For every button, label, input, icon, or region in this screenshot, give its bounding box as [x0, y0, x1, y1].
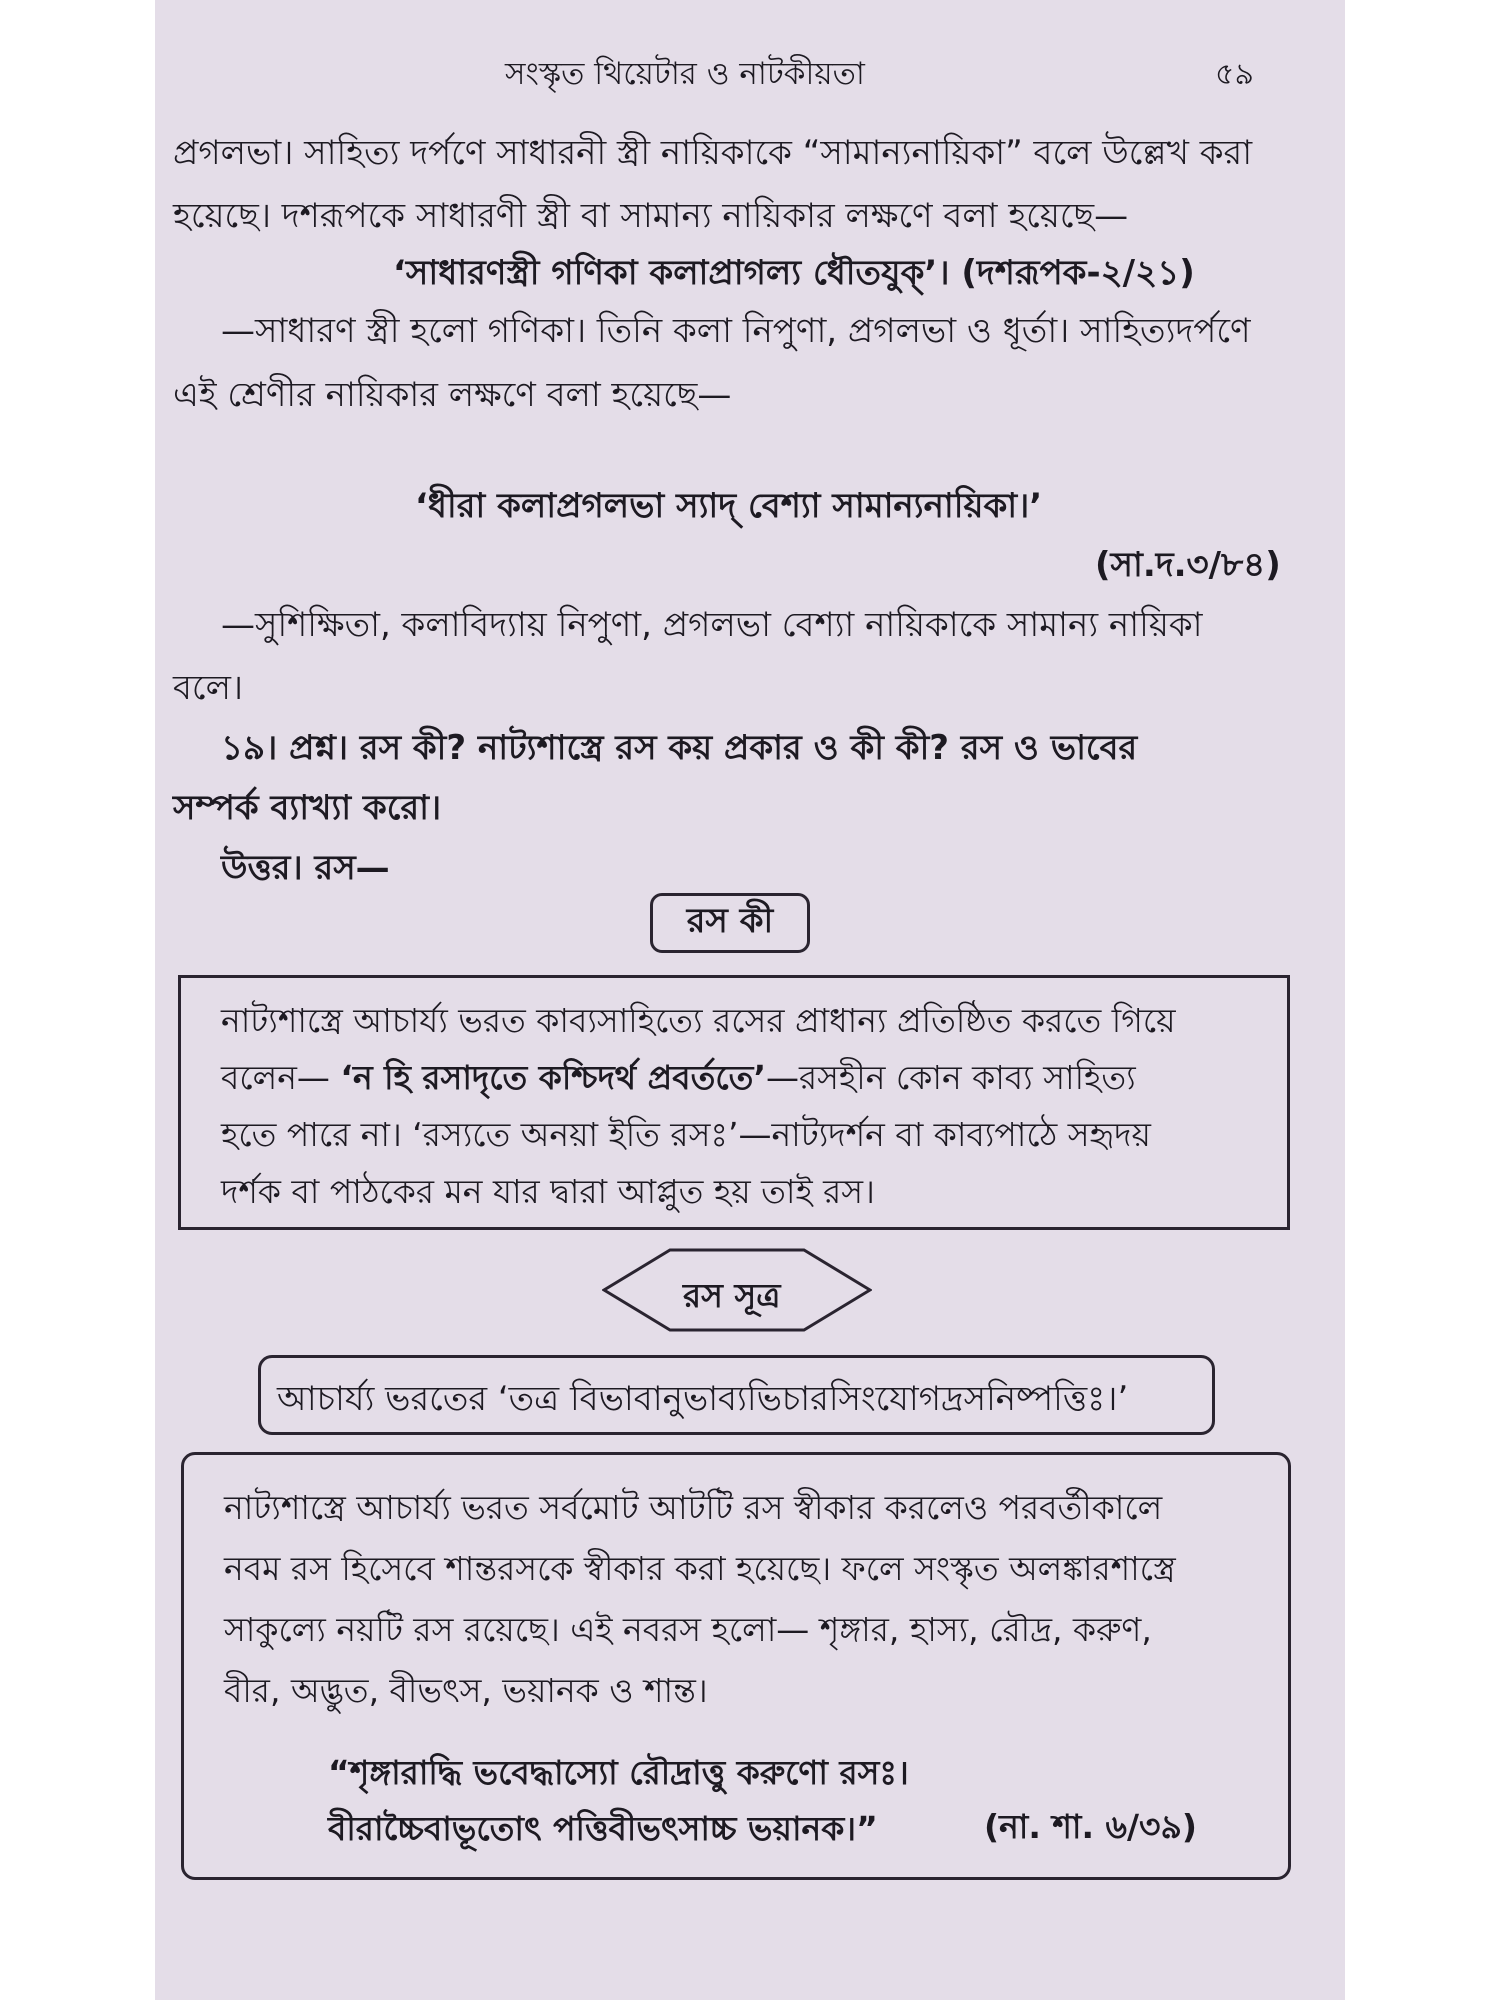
- box-line: সাকুল্যে নয়টি রস রয়েছে। এই নবরস হলো— শৃঙ্গার, হাস্য, রৌদ্র, করুণ,: [224, 1610, 1152, 1649]
- paragraph-line: —সাধারণ স্ত্রী হলো গণিকা। তিনি কলা নিপুণা, প্রগলভা ও ধূর্তা। সাহিত্যদর্পণে: [221, 311, 1251, 351]
- sanskrit-quote: বীরাচ্চৈবাভূতোৎ পত্তিবীভৎসাচ্চ ভয়ানক।”: [328, 1809, 878, 1848]
- sanskrit-quote: ‘সাধারণস্ত্রী গণিকা কলাপ্রাগল্য ধৌতযুক্’। (দশরূপক-২/২১): [393, 253, 1195, 293]
- question-line: ১৯। প্রশ্ন। রস কী? নাট্যশাস্ত্রে রস কয় প্রকার ও কী কী? রস ও ভাবের: [221, 728, 1138, 768]
- hexagon-label: রস সূত্র: [683, 1276, 781, 1315]
- definition-box: [178, 975, 1290, 1230]
- running-header: সংস্কৃত থিয়েটার ও নাটকীয়তা: [505, 56, 865, 92]
- paragraph-line: প্রগলভা। সাহিত্য দর্পণে সাধারনী স্ত্রী নায়িকাকে “সামান্যনায়িকা” বলে উল্লেখ করা: [173, 133, 1253, 173]
- navarasa-box: [181, 1452, 1291, 1880]
- book-page: [155, 0, 1345, 2000]
- sanskrit-quote: “শৃঙ্গারাদ্ধি ভবেদ্ধাস্যো রৌদ্রাত্তু করুণো রসঃ।: [328, 1753, 909, 1792]
- sanskrit-quote: ‘ন হি রসাদৃতে কশ্চিদর্থ প্রবর্ততে’: [340, 1058, 766, 1097]
- box-line: দর্শক বা পাঠকের মন যার দ্বারা আপ্লুত হয় তাই রস।: [221, 1172, 875, 1211]
- answer-line: উত্তর। রস—: [221, 848, 390, 888]
- heading-box-rasa-ki: রস কী: [650, 893, 810, 953]
- box-line: হতে পারে না। ‘রস্যতে অনয়া ইতি রসঃ’—নাট্যদর্শন বা কাব্যপাঠে সহৃদয়: [221, 1115, 1151, 1154]
- sutra-box: [258, 1355, 1215, 1435]
- question-line: সম্পর্ক ব্যাখ্যা করো।: [173, 788, 442, 828]
- quote-reference: (সা.দ.৩/৮৪): [1095, 545, 1281, 585]
- sutra-text: আচার্য্য ভরতের ‘তত্র বিভাবানুভাব্যভিচারসিংযোগদ্রসনিষ্পত্তিঃ।’: [277, 1379, 1129, 1419]
- quote-reference: (না. শা. ৬/৩৯): [984, 1807, 1197, 1846]
- box-line: নাট্যশাস্ত্রে আচার্য্য ভরত কাব্যসাহিত্যে রসের প্রাধান্য প্রতিষ্ঠিত করতে গিয়ে: [221, 1001, 1176, 1040]
- page-number: ৫৯: [1215, 57, 1254, 92]
- box-line-prefix: বলেন—: [221, 1058, 341, 1097]
- box-line-suffix: —রসহীন কোন কাব্য সাহিত্য: [765, 1058, 1136, 1097]
- paragraph-line: এই শ্রেণীর নায়িকার লক্ষণে বলা হয়েছে—: [173, 375, 732, 415]
- paragraph-line: বলে।: [173, 668, 244, 708]
- box-line: বীর, অদ্ভুত, বীভৎস, ভয়ানক ও শান্ত।: [224, 1671, 708, 1710]
- paragraph-line: —সুশিক্ষিতা, কলাবিদ্যায় নিপুণা, প্রগলভা বেশ্যা নায়িকাকে সামান্য নায়িকা: [221, 605, 1203, 645]
- box-line: [221, 1049, 1176, 1106]
- paragraph-line: হয়েছে। দশরূপকে সাধারণী স্ত্রী বা সামান্য নায়িকার লক্ষণে বলা হয়েছে—: [173, 196, 1129, 236]
- sanskrit-quote: ‘ধীরা কলাপ্রগলভা স্যাদ্ বেশ্যা সামান্যনায়িকা।’: [415, 486, 1043, 526]
- box-line: নাট্যশাস্ত্রে আচার্য্য ভরত সর্বমোট আটটি রস স্বীকার করলেও পরবর্তীকালে: [224, 1488, 1163, 1527]
- box-line: নবম রস হিসেবে শান্তরসকে স্বীকার করা হয়েছে। ফলে সংস্কৃত অলঙ্কারশাস্ত্রে: [224, 1549, 1176, 1588]
